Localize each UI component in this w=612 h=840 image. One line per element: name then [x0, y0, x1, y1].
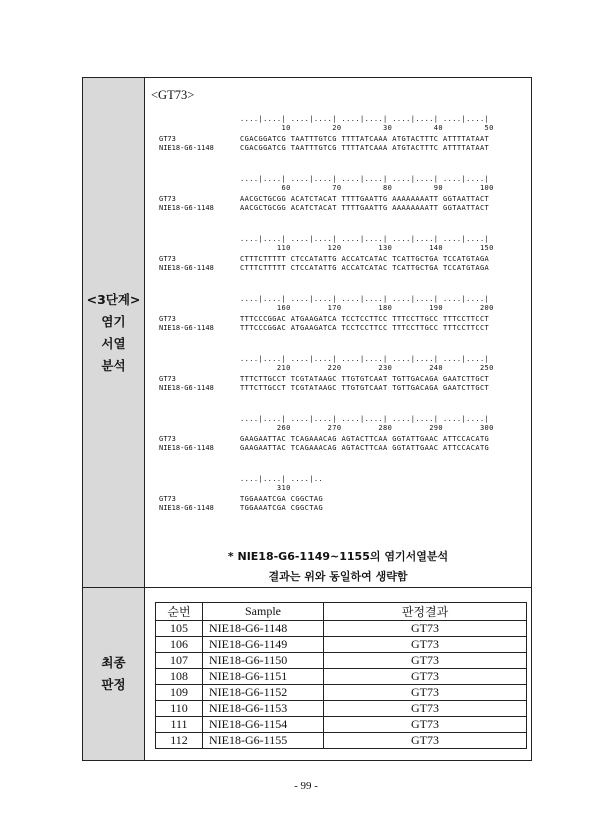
sample-id: NIE18-G6-1154 — [203, 717, 324, 733]
table-row — [156, 685, 527, 701]
result: GT73 — [324, 701, 527, 717]
final-label-line: 최종 — [101, 655, 126, 670]
alignment-block — [145, 223, 531, 283]
seq-name: GT73 — [159, 375, 176, 383]
sequence: TTTCCCGGAC ATGAAGATCA TCCTCCTTCC TTTCCTTGCC TTTCCTTCCT — [240, 315, 490, 323]
page-number: - 99 - — [294, 780, 318, 792]
row-number: 110 — [156, 701, 203, 717]
header-cell: 판정결과 — [324, 603, 527, 621]
sequence: AACGCTGCGG ACATCTACAT TTTTGAATTG AAAAAAAATT GGTAATTACT — [240, 195, 490, 203]
alignment-block — [145, 343, 531, 403]
alignment-block — [145, 403, 531, 463]
step3-label-cell — [83, 78, 145, 588]
alignment-block — [145, 103, 531, 163]
alignment-block — [145, 283, 531, 343]
table-row — [156, 637, 527, 653]
table-row — [156, 701, 527, 717]
seq-name: GT73 — [159, 135, 176, 143]
ruler: ....|....| ....|....| ....|....| ....|....| ....|....| — [240, 235, 490, 243]
row-number: 107 — [156, 653, 203, 669]
note-line: * NIE18-G6-1149~1155의 염기서열분석 — [227, 550, 449, 563]
sequence: TTTCTTGCCT TCGTATAAGC TTGTGTCAAT TGTTGACAGA GAATCTTGCT — [240, 384, 490, 392]
sequence: CTTTCTTTTT CTCCATATTG ACCATCATAC TCATTGCTGA TCCATGTAGA — [240, 264, 490, 272]
table-row — [156, 733, 527, 749]
row-number: 112 — [156, 733, 203, 749]
header-cell: Sample — [203, 603, 324, 621]
ruler: ....|....| ....|....| ....|....| ....|....| ....|....| — [240, 355, 490, 363]
row-number: 108 — [156, 669, 203, 685]
result: GT73 — [324, 685, 527, 701]
sequence: CGACGGATCG TAATTTGTCG TTTTATCAAA ATGTACTTTC ATTTTATAAT — [240, 135, 490, 143]
gt-title: <GT73> — [151, 88, 195, 102]
ruler: ....|....| ....|....| ....|....| ....|....| ....|....| — [240, 295, 490, 303]
result: GT73 — [324, 621, 527, 637]
results-table — [155, 602, 527, 749]
ruler: ....|....| ....|....| ....|....| ....|....| ....|....| — [240, 115, 490, 123]
row-number: 106 — [156, 637, 203, 653]
step-label-line: 분석 — [101, 357, 126, 373]
seq-name: GT73 — [159, 315, 176, 323]
table-row — [156, 669, 527, 685]
seq-name: NIE18-G6-1148 — [159, 204, 214, 212]
sample-id: NIE18-G6-1153 — [203, 701, 324, 717]
sequence: GAAGAATTAC TCAGAAACAG AGTACTTCAA GGTATTGAAC ATTCCACATG — [240, 435, 490, 443]
sample-id: NIE18-G6-1151 — [203, 669, 324, 685]
ruler: ....|....| ....|....| ....|....| ....|....| ....|....| — [240, 415, 490, 423]
seq-name: NIE18-G6-1148 — [159, 504, 214, 512]
position-numbers: 210 220 230 240 250 — [240, 364, 494, 372]
sequence: CTTTCTTTTT CTCCATATTG ACCATCATAC TCATTGCTGA TCCATGTAGA — [240, 255, 490, 263]
sequence: TGGAAATCGA CGGCTAG — [240, 504, 324, 512]
position-numbers: 160 170 180 190 200 — [240, 304, 494, 312]
report-frame — [82, 77, 532, 761]
sequence: CGACGGATCG TAATTTGTCG TTTTATCAAA ATGTACTTTC ATTTTATAAT — [240, 144, 490, 152]
sample-id: NIE18-G6-1149 — [203, 637, 324, 653]
sequence: AACGCTGCGG ACATCTACAT TTTTGAATTG AAAAAAAATT GGTAATTACT — [240, 204, 490, 212]
seq-name: NIE18-G6-1148 — [159, 264, 214, 272]
row-number: 111 — [156, 717, 203, 733]
seq-name: GT73 — [159, 495, 176, 503]
row-number: 109 — [156, 685, 203, 701]
result: GT73 — [324, 669, 527, 685]
header-cell: 순번 — [156, 603, 203, 621]
seq-name: GT73 — [159, 435, 176, 443]
final-judgement-label-cell — [83, 588, 145, 760]
alignment-block — [145, 163, 531, 223]
sample-id: NIE18-G6-1152 — [203, 685, 324, 701]
seq-name: NIE18-G6-1148 — [159, 324, 214, 332]
position-numbers: 310 — [240, 484, 291, 492]
step-label-line: 염기 — [101, 313, 126, 329]
sample-id: NIE18-G6-1155 — [203, 733, 324, 749]
position-numbers: 60 70 80 90 100 — [240, 184, 494, 192]
step-label: <3단계> — [86, 291, 141, 307]
position-numbers: 10 20 30 40 50 — [240, 124, 494, 132]
note-line: 결과는 위와 동일하여 생략함 — [268, 570, 408, 583]
step-label-line: 서열 — [101, 335, 126, 351]
seq-name: GT73 — [159, 195, 176, 203]
seq-name: NIE18-G6-1148 — [159, 444, 214, 452]
row-number: 105 — [156, 621, 203, 637]
ruler: ....|....| ....|.. — [240, 475, 324, 483]
seq-name: GT73 — [159, 255, 176, 263]
table-row — [156, 621, 527, 637]
seq-name: NIE18-G6-1148 — [159, 144, 214, 152]
result: GT73 — [324, 637, 527, 653]
sample-id: NIE18-G6-1148 — [203, 621, 324, 637]
result: GT73 — [324, 717, 527, 733]
position-numbers: 110 120 130 140 150 — [240, 244, 494, 252]
position-numbers: 260 270 280 290 300 — [240, 424, 494, 432]
sequence: TGGAAATCGA CGGCTAG — [240, 495, 324, 503]
sequence-analysis-section — [145, 78, 531, 588]
table-header-row — [156, 603, 527, 621]
sample-id: NIE18-G6-1150 — [203, 653, 324, 669]
seq-name: NIE18-G6-1148 — [159, 384, 214, 392]
ruler: ....|....| ....|....| ....|....| ....|....| ....|....| — [240, 175, 490, 183]
final-judgement-section — [145, 588, 531, 760]
sequence: TTTCCCGGAC ATGAAGATCA TCCTCCTTCC TTTCCTTGCC TTTCCTTCCT — [240, 324, 490, 332]
sequence: TTTCTTGCCT TCGTATAAGC TTGTGTCAAT TGTTGACAGA GAATCTTGCT — [240, 375, 490, 383]
sequence: GAAGAATTAC TCAGAAACAG AGTACTTCAA GGTATTGAAC ATTCCACATG — [240, 444, 490, 452]
result: GT73 — [324, 733, 527, 749]
alignment-block — [145, 463, 531, 523]
table-row — [156, 653, 527, 669]
table-row — [156, 717, 527, 733]
result: GT73 — [324, 653, 527, 669]
final-label-line: 판정 — [101, 677, 126, 692]
